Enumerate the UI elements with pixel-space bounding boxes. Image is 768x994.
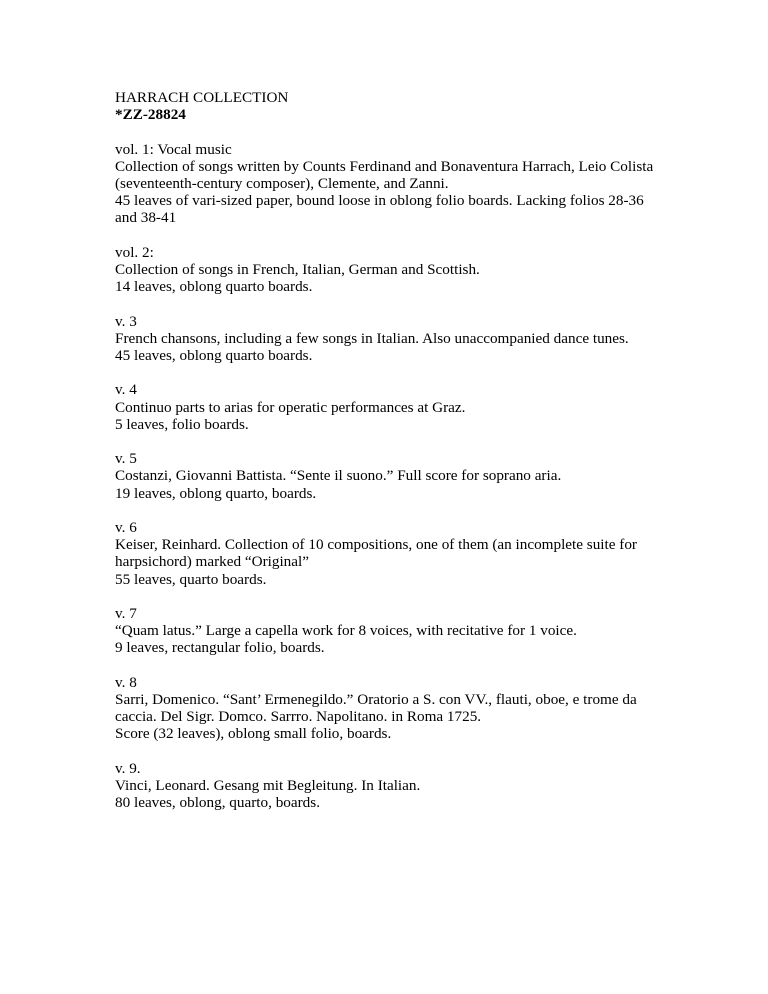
document-page xyxy=(115,89,675,811)
volume-description-line: 19 leaves, oblong quarto, boards. xyxy=(115,484,317,502)
volume-description-line: 9 leaves, rectangular folio, boards. xyxy=(115,639,325,657)
volume-heading: vol. 2: xyxy=(115,243,154,261)
volume-description-line: Sarri, Domenico. “Sant’ Ermenegildo.” Oratorio a S. con VV., flauti, oboe, e trome da xyxy=(115,690,637,708)
volume-description-line: 80 leaves, oblong, quarto, boards. xyxy=(115,794,320,812)
volume-entry xyxy=(115,313,675,365)
volume-entry xyxy=(115,141,675,227)
volume-description-line: French chansons, including a few songs in Italian. Also unaccompanied dance tunes. xyxy=(115,329,629,347)
volume-description-line: and 38-41 xyxy=(115,209,177,227)
spacer xyxy=(115,588,675,605)
volume-entry xyxy=(115,760,675,812)
volume-entry xyxy=(115,450,675,502)
volume-heading: v. 8 xyxy=(115,673,137,691)
volume-description-line: Score (32 leaves), oblong small folio, boards. xyxy=(115,725,392,743)
spacer xyxy=(115,743,675,760)
volume-description-line: “Quam latus.” Large a capella work for 8 voices, with recitative for 1 voice. xyxy=(115,622,577,640)
volume-heading: v. 9. xyxy=(115,759,141,777)
spacer xyxy=(115,433,675,450)
volume-description-line: caccia. Del Sigr. Domco. Sarrro. Napolitano. in Roma 1725. xyxy=(115,708,482,726)
volume-description-line: 55 leaves, quarto boards. xyxy=(115,570,267,588)
volume-description-line: Continuo parts to arias for operatic performances at Graz. xyxy=(115,398,466,416)
collection-title: HARRACH COLLECTION xyxy=(115,89,289,106)
volume-description-line: Collection of songs written by Counts Ferdinand and Bonaventura Harrach, Leio Colista xyxy=(115,157,654,175)
volume-entry xyxy=(115,674,675,743)
spacer xyxy=(115,657,675,674)
volume-entry xyxy=(115,381,675,433)
volume-description-line: 5 leaves, folio boards. xyxy=(115,415,249,433)
volume-description-line: Collection of songs in French, Italian, German and Scottish. xyxy=(115,261,480,278)
volume-list xyxy=(115,141,675,812)
spacer xyxy=(115,364,675,381)
volume-description-line: (seventeenth-century composer), Clemente, and Zanni. xyxy=(115,175,449,192)
volume-heading: v. 7 xyxy=(115,604,137,622)
volume-description-line: 14 leaves, oblong quarto boards. xyxy=(115,278,313,296)
volume-heading: vol. 1: Vocal music xyxy=(115,140,232,158)
document-header xyxy=(115,89,675,123)
spacer xyxy=(115,295,675,312)
volume-description-line: harpsichord) marked “Original” xyxy=(115,553,309,571)
volume-entry xyxy=(115,605,675,657)
volume-entry xyxy=(115,244,675,296)
volume-heading: v. 5 xyxy=(115,450,137,468)
call-number: *ZZ-28824 xyxy=(115,106,186,124)
volume-description-line: Keiser, Reinhard. Collection of 10 compositions, one of them (an incomplete suite for xyxy=(115,536,637,554)
volume-heading: v. 6 xyxy=(115,518,137,536)
volume-description-line: Vinci, Leonard. Gesang mit Begleitung. In Italian. xyxy=(115,776,421,794)
spacer xyxy=(115,227,675,244)
spacer xyxy=(115,123,675,140)
volume-description-line: 45 leaves of vari-sized paper, bound loose in oblong folio boards. Lacking folios 28-36 xyxy=(115,192,644,210)
volume-heading: v. 4 xyxy=(115,381,137,399)
volume-description-line: Costanzi, Giovanni Battista. “Sente il suono.” Full score for soprano aria. xyxy=(115,467,562,485)
spacer xyxy=(115,502,675,519)
volume-description-line: 45 leaves, oblong quarto boards. xyxy=(115,347,313,364)
volume-heading: v. 3 xyxy=(115,312,137,330)
volume-entry xyxy=(115,519,675,588)
